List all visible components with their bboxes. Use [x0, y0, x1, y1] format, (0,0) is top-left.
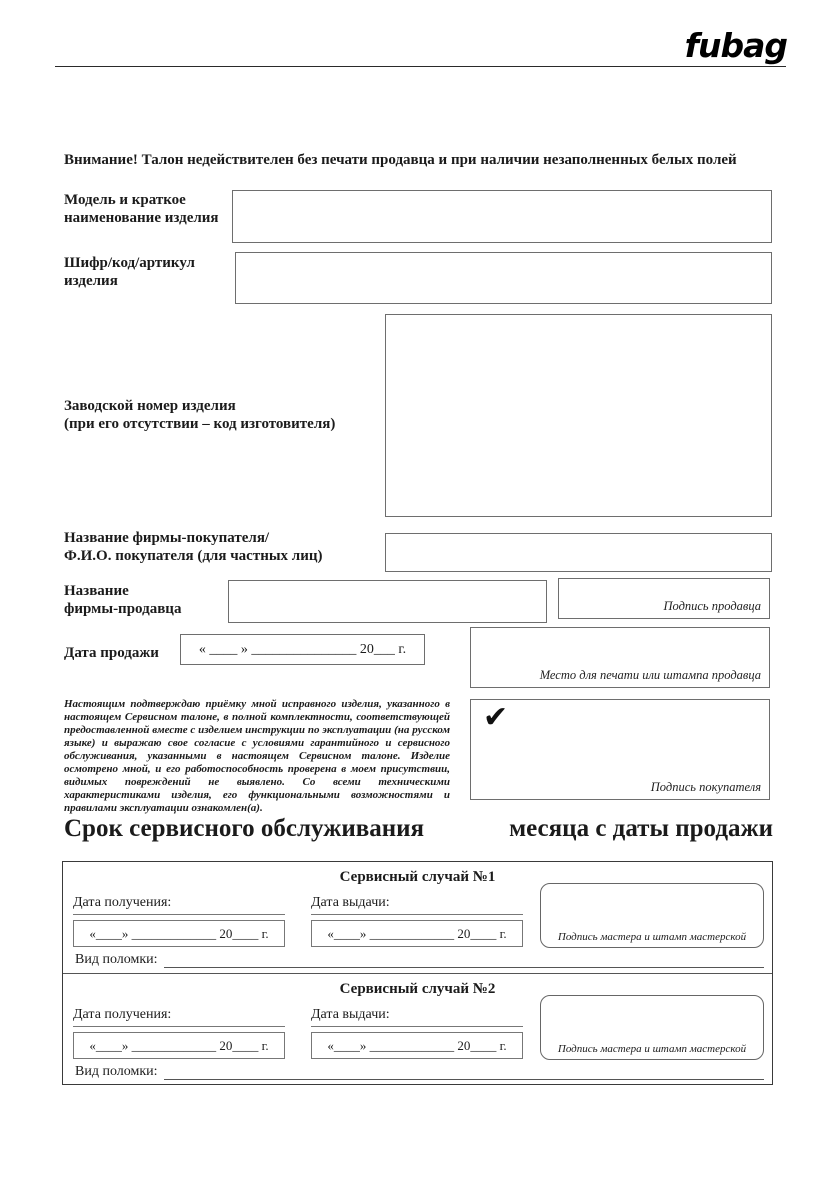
- stamp-label: Место для печати или штампа продавца: [539, 668, 761, 682]
- warning-text: Внимание! Талон недействителен без печати продавца и при наличии незаполненных белых полей: [64, 152, 737, 168]
- breakdown-label: Вид поломки:: [75, 952, 158, 967]
- service-case-title: Сервисный случай №2: [339, 981, 496, 997]
- seller-label: [64, 583, 224, 618]
- received-date-label: Дата получения:: [73, 895, 285, 915]
- issued-date-column: [311, 895, 523, 947]
- buyer-label-line2: Ф.И.О. покупателя (для частных лиц): [64, 547, 323, 564]
- issued-date-field[interactable]: «____» _____________ 20____ г.: [311, 1032, 523, 1059]
- serial-label-line2: (при его отсутствии – код изготовителя): [64, 415, 336, 432]
- issued-date-label: Дата выдачи:: [311, 1007, 523, 1027]
- model-label-line2: наименование изделия: [64, 209, 219, 226]
- code-label-line1: Шифр/код/артикул: [64, 255, 195, 271]
- issued-date-column: [311, 1007, 523, 1059]
- master-signature-label: Подпись мастера и штамп мастерской: [557, 931, 747, 943]
- received-date-column: [73, 895, 285, 947]
- serial-label: [64, 398, 384, 433]
- received-date-field[interactable]: «____» _____________ 20____ г.: [73, 1032, 285, 1059]
- buyer-label: [64, 530, 384, 565]
- breakdown-row: [75, 952, 764, 968]
- buyer-signature-label: Подпись покупателя: [650, 780, 761, 794]
- service-case-2: [63, 973, 772, 1084]
- master-signature-box[interactable]: [540, 883, 764, 948]
- buyer-label-line1: Название фирмы-покупателя/: [64, 530, 270, 546]
- received-date-column: [73, 1007, 285, 1059]
- stamp-box[interactable]: [470, 627, 770, 688]
- checkmark-icon: ✔: [483, 700, 509, 735]
- breakdown-line[interactable]: [164, 952, 764, 968]
- model-label: [64, 192, 234, 227]
- seller-field[interactable]: [228, 580, 547, 623]
- service-term-heading-left: Срок сервисного обслуживания: [64, 815, 425, 842]
- issued-date-label: Дата выдачи:: [311, 895, 523, 915]
- code-label: [64, 255, 234, 290]
- fubag-logo: fubag: [684, 26, 787, 65]
- header-rule: [55, 66, 786, 67]
- buyer-signature-box[interactable]: [470, 699, 770, 800]
- service-table: [62, 861, 773, 1085]
- received-date-label: Дата получения:: [73, 1007, 285, 1027]
- seller-label-line1: Название: [64, 583, 129, 599]
- serial-label-line1: Заводской номер изделия: [64, 398, 236, 414]
- master-signature-label: Подпись мастера и штамп мастерской: [557, 1043, 747, 1055]
- code-field[interactable]: [235, 252, 772, 304]
- breakdown-row: [75, 1064, 764, 1080]
- sale-date-field[interactable]: « ____ » _______________ 20___ г.: [180, 634, 425, 665]
- service-term-heading-right: месяца с даты продажи: [509, 815, 773, 842]
- seller-signature-label: Подпись продавца: [663, 599, 761, 613]
- received-date-field[interactable]: «____» _____________ 20____ г.: [73, 920, 285, 947]
- code-label-line2: изделия: [64, 272, 118, 289]
- buyer-field[interactable]: [385, 533, 772, 572]
- seller-label-line2: фирмы-продавца: [64, 600, 182, 617]
- breakdown-label: Вид поломки:: [75, 1064, 158, 1079]
- model-label-line1: Модель и краткое: [64, 192, 186, 208]
- sale-date-label: Дата продажи: [64, 645, 159, 661]
- serial-field[interactable]: [385, 314, 772, 517]
- model-field[interactable]: [232, 190, 772, 243]
- agreement-text: Настоящим подтверждаю приёмку мной исправного изделия, указанного в настоящем Сервисном талоне, в полной комплектности, соответствующей предоставленной вместе с изделием инструкции по эксплуатации (на русском языке) и выражаю свое согласие с условиями гарантийного и сервисного обслуживания, указанными в настоящем Сервисном талоне. Изделие осмотрено мной, и его работоспособность проверена в моем присутствии, видимых повреждений не выявлено. Со всеми техническими характеристиками изделия, его функциональными возможностями и правилами эксплуатации ознакомлен(а).: [64, 698, 450, 814]
- issued-date-field[interactable]: «____» _____________ 20____ г.: [311, 920, 523, 947]
- master-signature-box[interactable]: [540, 995, 764, 1060]
- seller-signature-box[interactable]: [558, 578, 770, 619]
- service-case-1: [63, 862, 772, 973]
- breakdown-line[interactable]: [164, 1064, 764, 1080]
- service-case-title: Сервисный случай №1: [339, 869, 496, 885]
